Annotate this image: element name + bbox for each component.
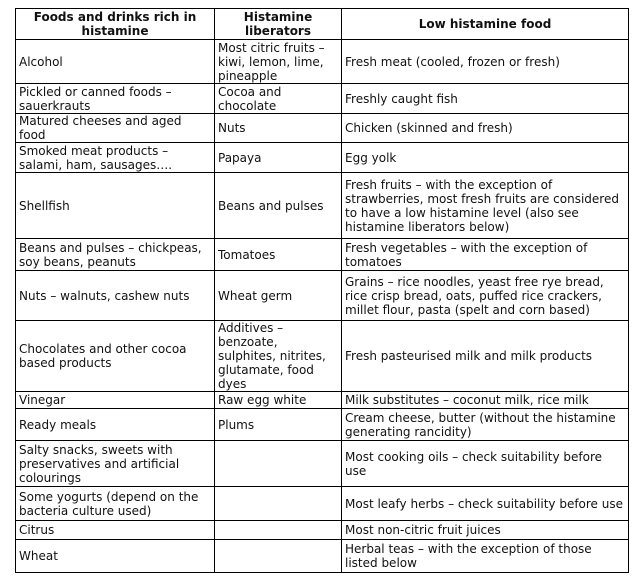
cell-low: Most cooking oils – check suitability before use <box>342 441 629 487</box>
cell-low: Fresh fruits – with the exception of strawberries, most fresh fruits are considered to have a low histamine level (also see histamine liberators below) <box>342 173 629 239</box>
cell-low: Herbal teas – with the exception of those listed below <box>342 540 629 573</box>
cell-liberator: Cocoa and chocolate <box>215 84 342 114</box>
table-row <box>16 239 629 271</box>
cell-liberator: Plums <box>215 409 342 441</box>
cell-low: Grains – rice noodles, yeast free rye bread, rice crisp bread, oats, puffed rice crackers, millet flour, pasta (spelt and corn based) <box>342 271 629 321</box>
table-row <box>16 114 629 143</box>
cell-low: Most non-citric fruit juices <box>342 521 629 540</box>
cell-low: Cream cheese, butter (without the histamine generating rancidity) <box>342 409 629 441</box>
cell-rich: Chocolates and other cocoa based products <box>16 321 215 392</box>
table-row <box>16 521 629 540</box>
cell-rich: Citrus <box>16 521 215 540</box>
table-row <box>16 321 629 392</box>
cell-rich: Some yogurts (depend on the bacteria culture used) <box>16 487 215 521</box>
cell-liberator: Wheat germ <box>215 271 342 321</box>
cell-rich: Beans and pulses – chickpeas, soy beans, peanuts <box>16 239 215 271</box>
cell-low: Fresh vegetables – with the exception of tomatoes <box>342 239 629 271</box>
header-row <box>16 9 629 40</box>
histamine-food-table <box>15 8 629 573</box>
cell-rich: Salty snacks, sweets with preservatives and artificial colourings <box>16 441 215 487</box>
table-row <box>16 441 629 487</box>
cell-rich: Vinegar <box>16 392 215 409</box>
cell-liberator <box>215 487 342 521</box>
table-row <box>16 143 629 173</box>
header-low-histamine: Low histamine food <box>342 9 629 40</box>
cell-rich: Ready meals <box>16 409 215 441</box>
cell-liberator: Raw egg white <box>215 392 342 409</box>
cell-low: Chicken (skinned and fresh) <box>342 114 629 143</box>
cell-low: Egg yolk <box>342 143 629 173</box>
cell-liberator: Nuts <box>215 114 342 143</box>
table-row <box>16 409 629 441</box>
cell-low: Fresh meat (cooled, frozen or fresh) <box>342 40 629 84</box>
cell-rich: Smoked meat products – salami, ham, sausages…. <box>16 143 215 173</box>
cell-rich: Pickled or canned foods – sauerkrauts <box>16 84 215 114</box>
cell-liberator <box>215 441 342 487</box>
cell-rich: Wheat <box>16 540 215 573</box>
cell-rich: Nuts – walnuts, cashew nuts <box>16 271 215 321</box>
cell-rich: Shellfish <box>16 173 215 239</box>
header-histamine-rich: Foods and drinks rich in histamine <box>16 9 215 40</box>
cell-liberator: Tomatoes <box>215 239 342 271</box>
cell-low: Most leafy herbs – check suitability before use <box>342 487 629 521</box>
table-row <box>16 84 629 114</box>
cell-liberator: Papaya <box>215 143 342 173</box>
table-row <box>16 487 629 521</box>
cell-low: Fresh pasteurised milk and milk products <box>342 321 629 392</box>
cell-liberator: Beans and pulses <box>215 173 342 239</box>
cell-liberator: Most citric fruits – kiwi, lemon, lime, pineapple <box>215 40 342 84</box>
cell-liberator <box>215 521 342 540</box>
table-row <box>16 40 629 84</box>
table-row <box>16 173 629 239</box>
cell-low: Milk substitutes – coconut milk, rice milk <box>342 392 629 409</box>
table-row <box>16 540 629 573</box>
cell-low: Freshly caught fish <box>342 84 629 114</box>
cell-liberator <box>215 540 342 573</box>
cell-rich: Matured cheeses and aged food <box>16 114 215 143</box>
cell-liberator: Additives – benzoate, sulphites, nitrites, glutamate, food dyes <box>215 321 342 392</box>
cell-rich: Alcohol <box>16 40 215 84</box>
header-histamine-liberators: Histamine liberators <box>215 9 342 40</box>
table-row <box>16 392 629 409</box>
table-row <box>16 271 629 321</box>
